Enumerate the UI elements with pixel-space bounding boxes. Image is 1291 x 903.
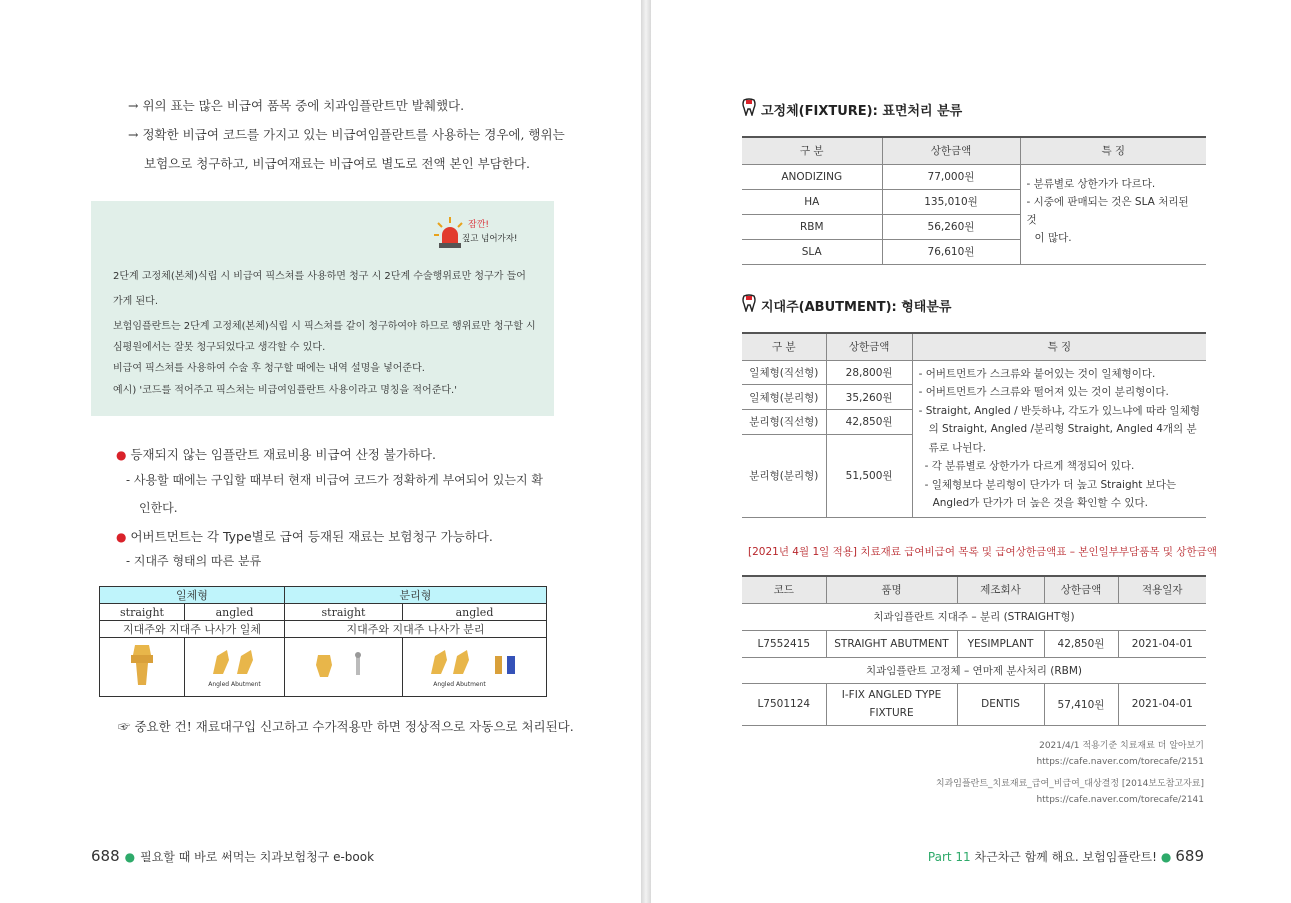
table-row	[742, 630, 1206, 657]
item-maker: DENTIS	[957, 683, 1044, 725]
notice-badge-line1: 잠깐!	[468, 220, 489, 230]
group-label: 치과임플란트 고정체 – 연마제 분사처리 (RBM)	[742, 657, 1206, 683]
bullet-2-sub: - 지대주 형태의 따른 분류	[126, 554, 262, 568]
fixture-section-title: 고정체(FIXTURE): 표면처리 분류	[742, 98, 962, 120]
bullet-1-sub-2: 인한다.	[139, 501, 178, 515]
footer-right: Part 11 차근차근 함께 해요. 보험임플란트! ● 689	[927, 847, 1204, 865]
notice-line: 보험임플란트는 2단계 고정체(본체)식립 시 픽스쳐를 같이 청구하여야 하므로 행위료만 청구할 시	[113, 321, 536, 332]
desc-one-piece: 지대주와 지대주 나사가 일체	[100, 621, 285, 638]
fixture-type: HA	[742, 189, 882, 214]
col-angled: angled	[403, 604, 547, 621]
notice-line: 2단계 고정체(본체)식립 시 비급여 픽스쳐를 사용하면 청구 시 2단계 수술행위료만 청구가 들어	[113, 271, 526, 282]
part-title: 차근차근 함께 해요. 보험임플란트!	[974, 850, 1157, 864]
col-straight: straight	[100, 604, 185, 621]
fixture-type: SLA	[742, 239, 882, 264]
abutment-price: 28,800원	[826, 360, 912, 385]
abutment-image-cell	[185, 638, 285, 697]
bullet-1-sub-1: - 사용할 때에는 구입할 때부터 현재 비급여 코드가 정확하게 부여되어 있는지 확	[126, 473, 543, 487]
fixture-price: 77,000원	[882, 164, 1020, 189]
abutment-type: 분리형(직선형)	[742, 410, 826, 435]
table-row	[742, 164, 1206, 189]
fixture-features: - 분류별로 상한가가 다르다. - 시중에 판매되는 것은 SLA 처리된 것 이 많다.	[1020, 164, 1206, 264]
abutment-type: 분리형(분리형)	[742, 434, 826, 517]
item-code: L7501124	[742, 683, 826, 725]
col-header: 상한금액	[882, 137, 1020, 164]
item-name: I-FIX ANGLED TYPE FIXTURE	[826, 683, 957, 725]
table-group-row	[742, 603, 1206, 630]
table-group-row	[742, 657, 1206, 683]
abutment-image-cell	[403, 638, 547, 697]
tooth-icon	[742, 98, 756, 120]
page-gutter	[641, 0, 651, 903]
notice-box	[91, 201, 554, 416]
col-header: 상한금액	[1044, 576, 1118, 603]
fixture-table	[742, 136, 1206, 265]
arrow-line-1: → 위의 표는 많은 비급여 품목 중에 치과임플란트만 발췌했다.	[128, 98, 465, 113]
source-link[interactable]: https://cafe.naver.com/torecafe/2141	[1036, 795, 1204, 805]
fixture-price: 135,010원	[882, 189, 1020, 214]
abutment-price-table	[742, 332, 1206, 518]
angled-abutment-caption: Angled Abutment	[433, 681, 486, 688]
item-price: 57,410원	[1044, 683, 1118, 725]
book-title: 필요할 때 바로 써먹는 치과보험청구 e-book	[140, 850, 375, 864]
item-name: STRAIGHT ABUTMENT	[826, 630, 957, 657]
group-label: 치과임플란트 지대주 – 분리 (STRAIGHT형)	[742, 603, 1206, 630]
abutment-price: 42,850원	[826, 410, 912, 435]
source-label: 치과임플란트_치료재료_급여_비급여_대상결정 [2014보도참고자료]	[935, 779, 1204, 789]
left-page	[0, 0, 641, 903]
notice-line: 심평원에서는 잘못 청구되었다고 생각할 수 있다.	[113, 342, 326, 353]
col-header: 특 징	[912, 333, 1206, 360]
abutment-price: 51,500원	[826, 434, 912, 517]
abutment-features: - 어버트먼트가 스크류와 붙어있는 것이 일체형이다. - 어버트먼트가 스크류와 떨어져 있는 것이 분리형이다. - Straight, Angled / 반듯하냐, 각도가 있느냐에 따라 일체형 의 Straight, Angled /분리형 Straight, Angled 4개의 분 류로 나뉜다. - 각 분류별로 상한가가 다르게 책정되어 있다. - 일체형보다 분리형이 단가가 더 높고 Straight 보다는 Angled가 단가가 더 높은 것을 확인할 수 있다.	[912, 360, 1206, 517]
arrow-line-3: 보험으로 청구하고, 비급여재료는 비급여로 별도로 전액 본인 부담한다.	[144, 156, 530, 171]
abutment-type-table	[99, 586, 547, 697]
col-header: 코드	[742, 576, 826, 603]
page-number: 689	[1175, 847, 1204, 865]
notice-badge-line2: 짚고 넘어가자!	[462, 234, 518, 244]
abutment-type: 일체형(분리형)	[742, 385, 826, 410]
col-angled: angled	[185, 604, 285, 621]
col-header: 적용일자	[1118, 576, 1206, 603]
item-price: 42,850원	[1044, 630, 1118, 657]
arrow-line-2: → 정확한 비급여 코드를 가지고 있는 비급여임플란트를 사용하는 경우에, 행위는	[128, 127, 565, 142]
table-row	[742, 683, 1206, 725]
important-note: ☞ 중요한 건! 재료대구입 신고하고 수가적용만 하면 정상적으로 자동으로 처리된다.	[118, 719, 574, 734]
abutment-section-title: 지대주(ABUTMENT): 형태분류	[742, 294, 951, 316]
fixture-type: RBM	[742, 214, 882, 239]
col-header: 품명	[826, 576, 957, 603]
item-date: 2021-04-01	[1118, 683, 1206, 725]
fixture-price: 76,610원	[882, 239, 1020, 264]
notice-badge	[432, 215, 532, 255]
col-header: 구 분	[742, 137, 882, 164]
item-code: L7552415	[742, 630, 826, 657]
group-header-one-piece: 일체형	[100, 587, 285, 604]
page-number: 688	[91, 847, 120, 865]
separate-angled-abutment-icon	[425, 646, 525, 678]
col-straight: straight	[285, 604, 403, 621]
fixture-price: 56,260원	[882, 214, 1020, 239]
abutment-type: 일체형(직선형)	[742, 360, 826, 385]
col-header: 상한금액	[826, 333, 912, 360]
group-header-two-piece: 분리형	[285, 587, 547, 604]
source-link[interactable]: https://cafe.naver.com/torecafe/2151	[1036, 757, 1204, 767]
notice-line: 가게 된다.	[113, 296, 158, 307]
right-page	[651, 0, 1291, 903]
desc-two-piece: 지대주와 지대주 나사가 분리	[285, 621, 547, 638]
notice-line: 예시) '코드를 적어주고 픽스쳐는 비급여임플란트 사용이라고 명칭을 적어준다.'	[113, 385, 457, 396]
table-row	[742, 360, 1206, 385]
abutment-image-cell	[100, 638, 185, 697]
footer-left: 688 ● 필요할 때 바로 써먹는 치과보험청구 e-book	[91, 847, 375, 865]
col-header: 특 징	[1020, 137, 1206, 164]
material-price-table	[742, 575, 1206, 726]
abutment-price: 35,260원	[826, 385, 912, 410]
col-header: 제조회사	[957, 576, 1044, 603]
col-header: 구 분	[742, 333, 826, 360]
tooth-icon	[742, 294, 756, 316]
angled-abutment-icon	[207, 646, 263, 678]
fixture-type: ANODIZING	[742, 164, 882, 189]
separate-straight-abutment-icon	[314, 651, 374, 681]
bullet-1: ● 등재되지 않는 임플란트 재료비용 비급여 산정 불가하다.	[116, 447, 437, 462]
angled-abutment-caption: Angled Abutment	[208, 681, 261, 688]
part-label: Part 11	[927, 850, 971, 864]
source-label: 2021/4/1 적용기준 치료재료 더 알아보기	[1039, 741, 1204, 751]
notice-line: 비급여 픽스쳐를 사용하여 수술 후 청구할 때에는 내역 설명을 넣어준다.	[113, 363, 425, 374]
bullet-2: ● 어버트먼트는 각 Type별로 급여 등재된 재료는 보험청구 가능하다.	[116, 529, 493, 544]
item-maker: YESIMPLANT	[957, 630, 1044, 657]
item-date: 2021-04-01	[1118, 630, 1206, 657]
price-list-title: [2021년 4월 1일 적용] 치료재료 급여비급여 목록 및 급여상한금액표 – 본인일부부담품목 및 상한금액	[748, 546, 1217, 558]
straight-abutment-icon	[127, 643, 157, 689]
